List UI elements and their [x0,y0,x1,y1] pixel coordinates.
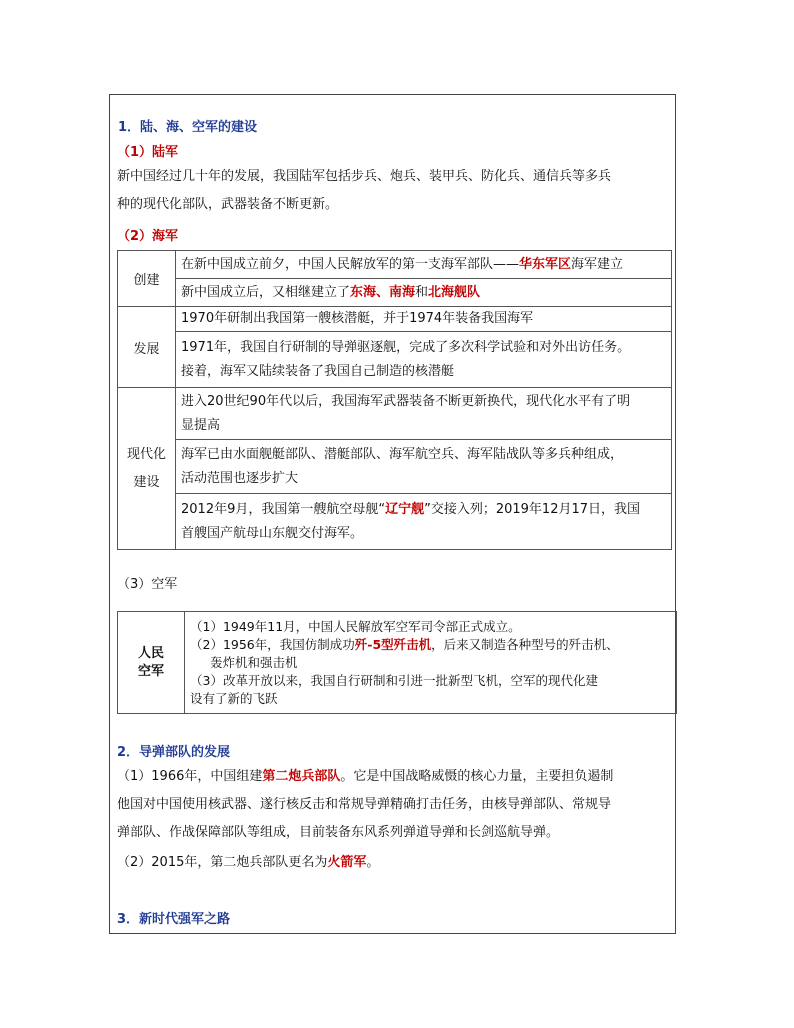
missile-paragraph-1-line-3: 弹部队、作战保障部队等组成，目前装备东风系列弹道导弹和长剑巡航导弹。 [117,825,560,840]
army-text-line-1: 新中国经过几十年的发展，我国陆军包括步兵、炮兵、装甲兵、防化兵、通信兵等多兵 [117,169,612,184]
navy-modernization-cell-3: 2012年9月，我国第一艘航空母舰“辽宁舰”交接入列；2019年12月17日，我国 首艘国产航母山东舰交付海军。 [176,494,672,550]
navy-development-cell-2: 1971年，我国自行研制的导弹驱逐舰，完成了多次科学试验和对外出访任务。 接着，海军又陆续装备了我国自己制造的核潜艇 [176,332,672,388]
navy-label-modernization: 现代化 建设 [118,388,176,550]
airforce-item-3-cont: 设有了新的飞跃 [190,690,278,706]
airforce-heading: （3）空军 [117,577,178,592]
navy-modernization-cell-1: 进入20世纪90年代以后，我国海军武器装备不断更新换代，现代化水平有了明 显提高 [176,388,672,440]
navy-heading: （2）海军 [117,229,179,244]
navy-label-development: 发展 [118,307,176,388]
navy-founding-cell-1: 在新中国成立前夕，中国人民解放军的第一支海军部队——华东军区海军建立 [176,251,672,279]
army-heading: （1）陆军 [117,145,179,160]
missile-paragraph-1-line-1: （1）1966年，中国组建第二炮兵部队。它是中国战略威慑的核心力量，主要担负遏制 [117,769,614,784]
airforce-item-3: （3）改革开放以来，我国自行研制和引进一批新型飞机，空军的现代化建 [190,672,598,688]
airforce-item-1: （1）1949年11月，中国人民解放军空军司令部正式成立。 [190,618,521,634]
navy-development-cell-1: 1970年研制出我国第一艘核潜艇，并于1974年装备我国海军 [176,307,672,332]
navy-founding-cell-2: 新中国成立后，又相继建立了东海、南海和北海舰队 [176,279,672,307]
airforce-table [117,611,677,714]
navy-modernization-cell-2: 海军已由水面舰艇部队、潜艇部队、海军航空兵、海军陆战队等多兵种组成， 活动范围也逐步扩大 [176,440,672,494]
navy-label-founding: 创建 [118,251,176,307]
section-3-title: 3．新时代强军之路 [117,912,231,927]
missile-paragraph-1-line-2: 他国对中国使用核武器、遂行核反击和常规导弹精确打击任务，由核导弹部队、常规导 [117,797,612,812]
airforce-label: 人民 空军 [118,612,185,714]
missile-paragraph-2: （2）2015年，第二炮兵部队更名为火箭军。 [117,855,380,870]
airforce-item-2: （2）1956年，我国仿制成功歼-5型歼击机，后来又制造各种型号的歼击机、 [190,636,619,652]
section-1-title: 1．陆、海、空军的建设 [118,120,258,135]
army-text-line-2: 种的现代化部队，武器装备不断更新。 [117,197,339,212]
airforce-item-2-cont: 轰炸机和强击机 [210,654,298,670]
section-2-title: 2．导弹部队的发展 [117,745,231,760]
airforce-content [185,612,677,714]
navy-table [117,250,672,550]
